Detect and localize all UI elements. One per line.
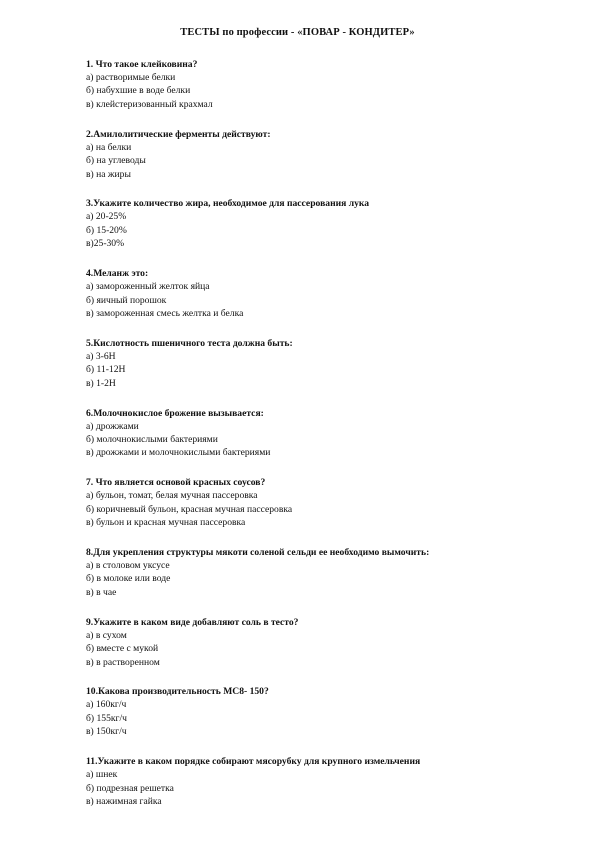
answer-option: в) клейстеризованный крахмал <box>86 98 213 110</box>
answer-option: в) 1-2Н <box>86 377 116 389</box>
question-text: 10.Какова производительность МС8- 150? <box>86 686 269 698</box>
question-block <box>86 476 576 529</box>
answer-option: а) бульон, томат, белая мучная пассеровка <box>86 490 258 502</box>
answer-option: а) 3-6Н <box>86 350 116 362</box>
answer-option: б) яичный порошок <box>86 294 167 306</box>
answer-option: а) на белки <box>86 141 132 153</box>
answer-option: в)25-30% <box>86 238 125 250</box>
answer-option: а) дрожжами <box>86 420 139 432</box>
answer-option: б) на углеводы <box>86 155 146 167</box>
answer-option: б) в молоке или воде <box>86 573 171 585</box>
question-block <box>86 685 576 738</box>
answer-option: б) вместе с мукой <box>86 643 159 655</box>
answer-option: а) 160кг/ч <box>86 699 127 711</box>
question-text: 6.Молочнокислое брожение вызывается: <box>86 407 264 419</box>
question-block <box>86 407 576 460</box>
answer-option: в) на жиры <box>86 168 131 180</box>
question-text: 8.Для укрепления структуры мякоти соленой сельди ее необходимо вымочить: <box>86 547 430 559</box>
answer-option: а) 20-25% <box>86 211 127 223</box>
answer-option: б) коричневый бульон, красная мучная пассеровка <box>86 503 293 515</box>
answer-option: в) 150кг/ч <box>86 726 127 738</box>
answer-option: в) дрожжами и молочнокислыми бактериями <box>86 447 271 459</box>
answer-option: а) в столовом уксусе <box>86 560 170 572</box>
question-block <box>86 267 576 320</box>
answer-option: б) набухшие в воде белки <box>86 85 191 97</box>
question-text: 3.Укажите количество жира, необходимое для пассерования лука <box>86 198 370 210</box>
answer-option: в) нажимная гайка <box>86 796 162 807</box>
answer-option: а) замороженный желток яйца <box>86 281 210 293</box>
question-block <box>86 616 576 669</box>
answer-option: а) в сухом <box>86 629 127 641</box>
answer-option: а) шнек <box>86 769 118 781</box>
question-text: 7. Что является основой красных соусов? <box>86 477 266 489</box>
document-title: ТЕСТЫ по профессии - «ПОВАР - КОНДИТЕР» <box>180 27 415 38</box>
answer-option: б) 11-12Н <box>86 364 126 376</box>
question-block <box>86 58 576 111</box>
answer-option: б) 155кг/ч <box>86 712 127 724</box>
question-list <box>86 58 576 825</box>
question-text: 4.Меланж это: <box>86 268 149 280</box>
question-text: 2.Амилолитические ферменты действуют: <box>86 128 271 140</box>
answer-option: в) в чае <box>86 586 117 598</box>
question-block <box>86 337 576 390</box>
question-text: 5.Кислотность пшеничного теста должна быть: <box>86 337 293 349</box>
question-block <box>86 755 576 808</box>
answer-option: в) в растворенном <box>86 656 160 668</box>
answer-option: б) подрезная решетка <box>86 782 174 794</box>
question-block <box>86 197 576 250</box>
question-text: 11.Укажите в каком порядке собирают мясорубку для крупного измельчения <box>86 756 421 768</box>
answer-option: в) бульон и красная мучная пассеровка <box>86 517 246 529</box>
answer-option: б) молочнокислыми бактериями <box>86 434 218 445</box>
question-text: 9.Укажите в каком виде добавляют соль в тесто? <box>86 616 299 628</box>
answer-option: б) 15-20% <box>86 224 127 236</box>
answer-option: а) растворимые белки <box>86 72 176 83</box>
answer-option: в) замороженная смесь желтка и белка <box>86 307 244 319</box>
question-text: 1. Что такое клейковина? <box>86 59 198 70</box>
question-block <box>86 128 576 181</box>
question-block <box>86 546 576 599</box>
